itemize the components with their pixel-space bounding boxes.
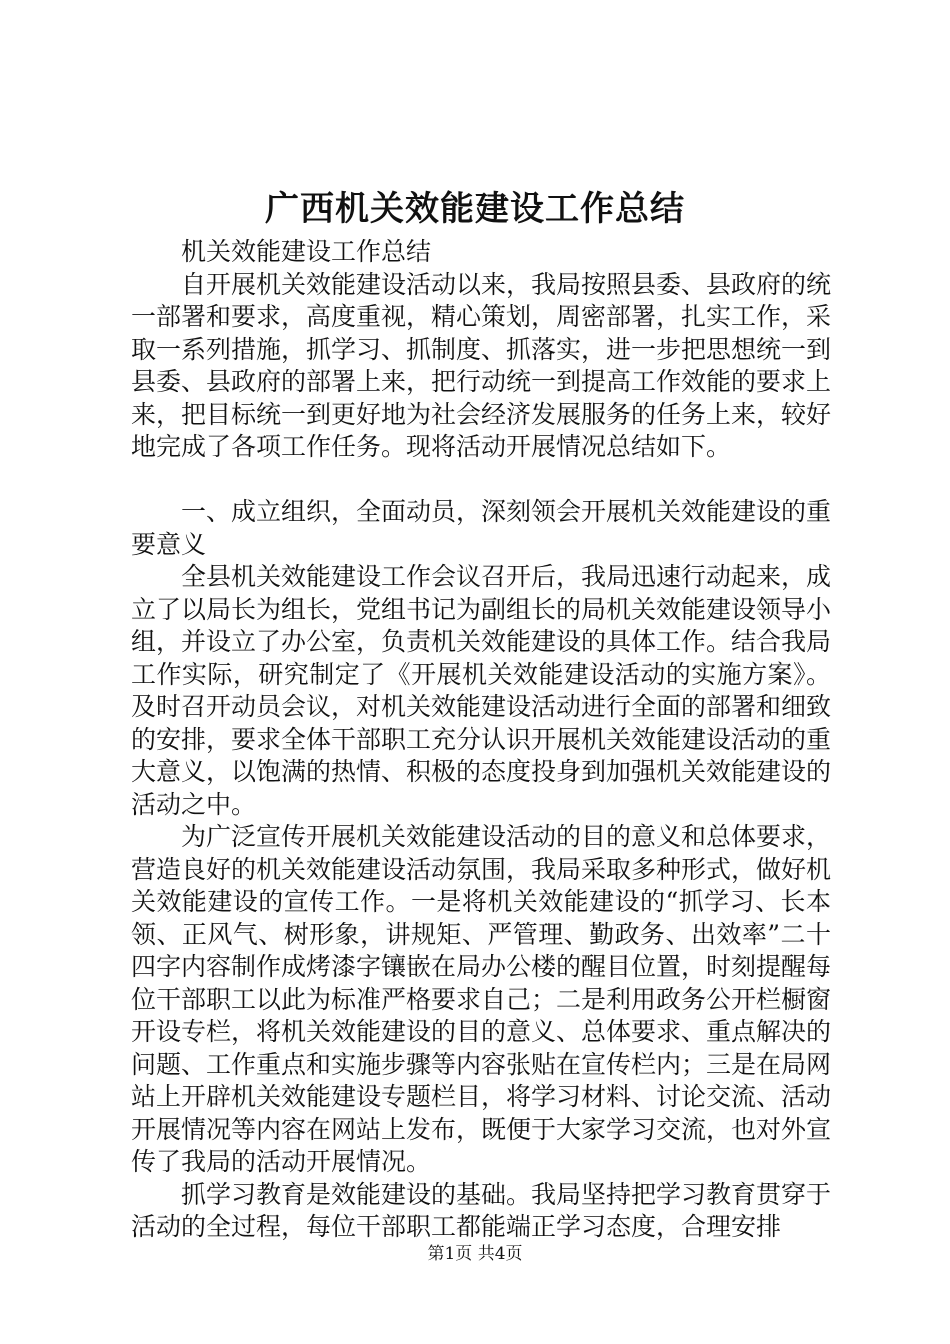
- body-paragraph: 为广泛宣传开展机关效能建设活动的目的意义和总体要求，营造良好的机关效能建设活动氛围，我局采取多种形式，做好机关效能建设的宣传工作。一是将机关效能建设的“抓学习、长本领、正风气、树形象，讲规矩、严管理、勤政务、出效率”二十四字内容制作成烤漆字镶嵌在局办公楼的醒目位置，时刻提醒每位干部职工以此为标准严格要求自己；二是利用政务公开栏橱窗开设专栏，将机关效能建设的目的意义、总体要求、重点解决的问题、工作重点和实施步骤等内容张贴在宣传栏内；三是在局网站上开辟机关效能建设专题栏目，将学习材料、讨论交流、活动开展情况等内容在网站上发布，既便于大家学习交流，也对外宣传了我局的活动开展情况。: [131, 822, 832, 1176]
- document-title: 广西机关效能建设工作总结: [265, 189, 685, 229]
- body-paragraph: 全县机关效能建设工作会议召开后，我局迅速行动起来，成立了以局长为组长，党组书记为副组长的局机关效能建设领导小组，并设立了办公室，负责机关效能建设的具体工作。结合我局工作实际，研究制定了《开展机关效能建设活动的实施方案》。及时召开动员会议，对机关效能建设活动进行全面的部署和细致的安排，要求全体干部职工充分认识开展机关效能建设活动的重大意义，以饱满的热情、积极的态度投身到加强机关效能建设的活动之中。: [131, 562, 832, 819]
- body-paragraph: 抓学习教育是效能建设的基础。我局坚持把学习教育贯穿于活动的全过程，每位干部职工都能端正学习态度，合理安排: [131, 1179, 832, 1241]
- document-body: [131, 236, 831, 1244]
- subtitle-paragraph: 机关效能建设工作总结: [181, 237, 432, 266]
- intro-paragraph: 自开展机关效能建设活动以来，我局按照县委、县政府的统一部署和要求，高度重视，精心策划，周密部署，扎实工作，采取一系列措施，抓学习、抓制度、抓落实，进一步把思想统一到县委、县政府的部署上来，把行动统一到提高工作效能的要求上来，把目标统一到更好地为社会经济发展服务的任务上来，较好地完成了各项工作任务。现将活动开展情况总结如下。: [131, 269, 832, 461]
- section-heading-1: 一、成立组织，全面动员，深刻领会开展机关效能建设的重要意义: [131, 497, 832, 559]
- page-footer: 第1页 共4页: [427, 1244, 523, 1264]
